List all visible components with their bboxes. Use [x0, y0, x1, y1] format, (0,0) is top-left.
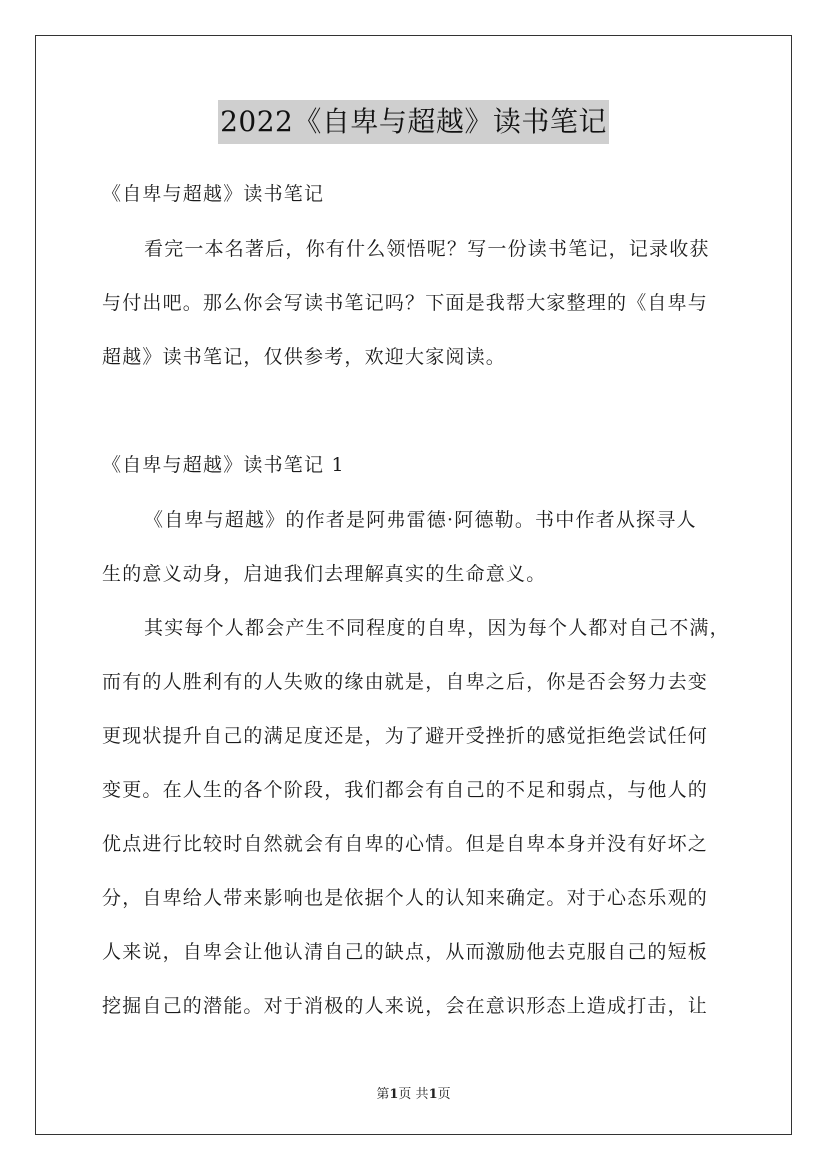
para1-line-1: 《自卑与超越》的作者是阿弗雷德·阿德勒。书中作者从探寻人	[144, 509, 697, 531]
para1-line-2: 生的意义动身，启迪我们去理解真实的生命意义。	[102, 563, 547, 585]
page-footer	[0, 1083, 827, 1102]
intro-line-2: 与付出吧。那么你会写读书笔记吗？下面是我帮大家整理的《自卑与	[102, 292, 709, 314]
document-subtitle: 《自卑与超越》读书笔记	[102, 183, 325, 205]
intro-line-1: 看完一本名著后，你有什么领悟呢？写一份读书笔记，记录收获	[144, 238, 710, 260]
para2-line-1: 其实每个人都会产生不同程度的自卑，因为每个人都对自己不满，	[144, 617, 730, 639]
para2-line-8: 挖掘自己的潜能。对于消极的人来说，会在意识形态上造成打击，让	[102, 995, 709, 1017]
footer-page-prefix: 第	[376, 1087, 390, 1102]
para2-line-3: 更现状提升自己的满足度还是，为了避开受挫折的感觉拒绝尝试任何	[102, 725, 709, 747]
para2-line-2: 而有的人胜利有的人失败的缘由就是，自卑之后，你是否会努力去变	[102, 671, 709, 693]
para2-line-5: 优点进行比较时自然就会有自卑的心情。但是自卑本身并没有好坏之	[102, 833, 709, 855]
section-heading: 《自卑与超越》读书笔记 1	[102, 454, 345, 476]
para2-line-4: 变更。在人生的各个阶段，我们都会有自己的不足和弱点，与他人的	[102, 779, 709, 801]
title-container	[0, 100, 827, 144]
para2-line-6: 分，自卑给人带来影响也是依据个人的认知来确定。对于心态乐观的	[102, 887, 709, 909]
footer-page-current: 1	[389, 1087, 399, 1102]
document-title: 2022《自卑与超越》读书笔记	[218, 100, 609, 144]
footer-page-total: 1	[428, 1087, 438, 1102]
para2-line-7: 人来说，自卑会让他认清自己的缺点，从而激励他去克服自己的短板	[102, 941, 709, 963]
footer-page-middle: 页 共	[398, 1087, 429, 1102]
footer-page-suffix: 页	[437, 1087, 451, 1102]
intro-line-3: 超越》读书笔记，仅供参考，欢迎大家阅读。	[102, 346, 507, 368]
